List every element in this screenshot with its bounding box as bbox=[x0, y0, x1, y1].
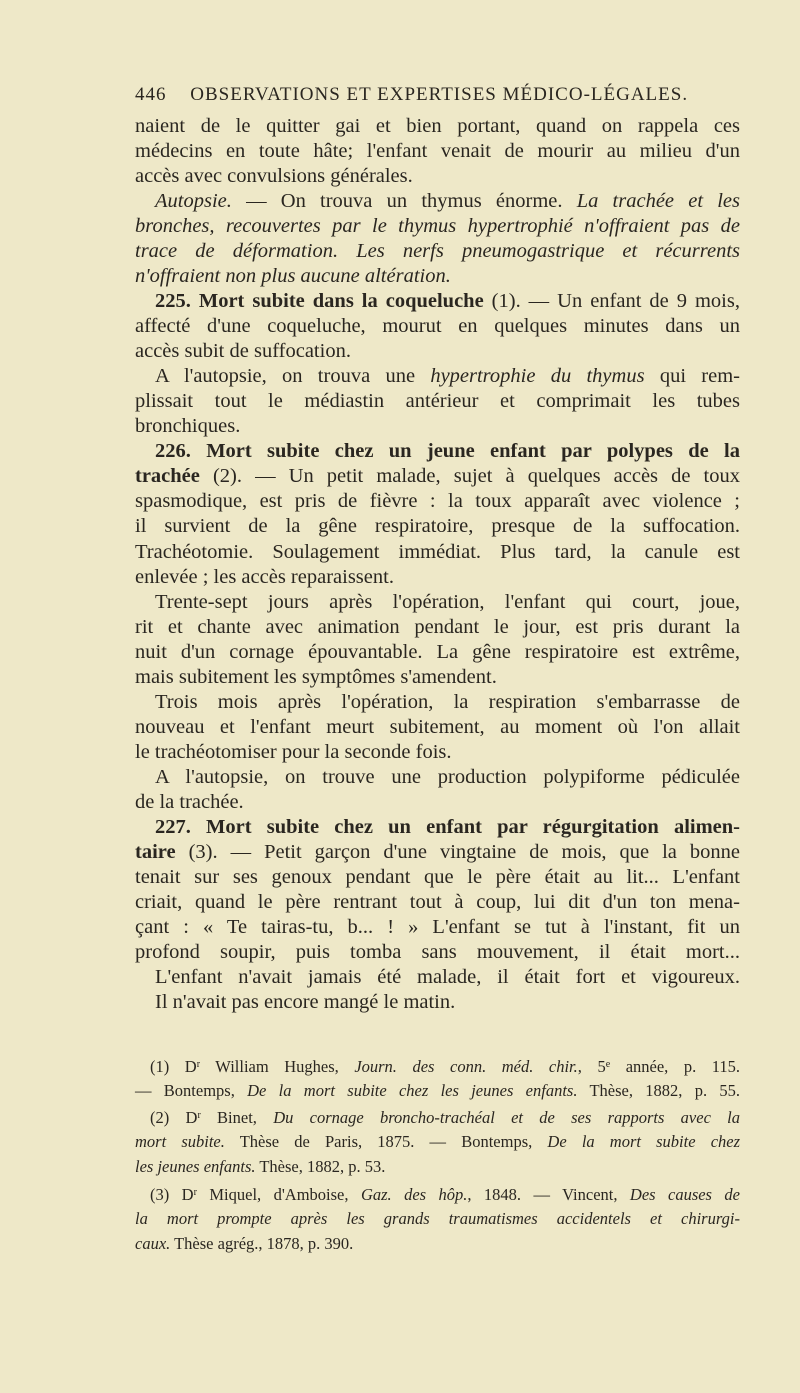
running-header bbox=[135, 84, 740, 106]
text: Il n'avait pas encore mangé le matin. bbox=[155, 991, 456, 1014]
text: enlevée ; les accès reparaissent. bbox=[135, 565, 394, 588]
italic-text: la mort prompte après les grands traumatismes accidentels et chirurgi- bbox=[135, 1208, 740, 1228]
text-line bbox=[155, 690, 740, 714]
italic-text: mort subite. bbox=[135, 1131, 225, 1151]
italic-text: caux. bbox=[135, 1234, 171, 1254]
text: Thèse de Paris, 1875. — Bontemps, bbox=[224, 1131, 548, 1151]
text-line bbox=[135, 640, 740, 664]
superscript: r bbox=[196, 1059, 201, 1070]
text-line bbox=[155, 990, 740, 1014]
text: William Hughes, bbox=[200, 1057, 355, 1076]
text: Trente-sept jours après l'opération, l'enfant qui court, joue, bbox=[155, 590, 740, 613]
text: médecins en toute hâte; l'enfant venait de mourir au milieu d'un bbox=[135, 140, 740, 163]
text: de la trachée. bbox=[135, 790, 244, 813]
text: profond soupir, puis tomba sans mouvement, il était mort... bbox=[135, 940, 740, 963]
text: Miquel, d'Amboise, bbox=[196, 1185, 361, 1204]
footnote-line bbox=[135, 1234, 740, 1254]
text-line bbox=[135, 139, 740, 163]
text: (1). — Un enfant de 9 mois, bbox=[483, 290, 740, 313]
italic-text: les jeunes enfants. bbox=[135, 1157, 256, 1177]
text-line bbox=[135, 565, 740, 589]
text: , 1848. — Vincent, bbox=[467, 1185, 630, 1204]
text: criait, quand le père rentrant tout à coup, lui dit d'un ton mena- bbox=[135, 890, 740, 913]
text-line bbox=[135, 164, 740, 188]
footnote-line bbox=[135, 1132, 740, 1152]
italic-text: De la mort subite chez bbox=[547, 1131, 741, 1151]
text-line bbox=[155, 815, 740, 839]
text: plissait tout le médiastin antérieur et comprimait les tubes bbox=[135, 390, 740, 413]
text-line bbox=[135, 214, 740, 238]
italic-text: hypertrophie du thymus bbox=[430, 365, 645, 388]
italic-text: La trachée et les bbox=[576, 190, 740, 213]
footnote-line bbox=[135, 1157, 740, 1177]
italic-text: n'offraient non plus aucune altération. bbox=[135, 265, 451, 288]
text-line bbox=[135, 940, 740, 964]
text: nouveau et l'enfant meurt subitement, au moment où l'on allait bbox=[135, 715, 740, 738]
footnote-line bbox=[150, 1183, 740, 1203]
text: affecté d'une coqueluche, mourut en quelques minutes dans un bbox=[135, 315, 740, 338]
italic-text: Gaz. des hôp. bbox=[360, 1185, 468, 1204]
italic-text: bronches, recouvertes par le thymus hypertrophié n'offraient pas de bbox=[135, 215, 740, 238]
text: naient de le quitter gai et bien portant, quand on rappela ces bbox=[135, 115, 740, 137]
text-line bbox=[155, 189, 740, 213]
footnote-line bbox=[150, 1055, 740, 1075]
italic-text: Des causes de bbox=[629, 1185, 740, 1204]
text-line bbox=[135, 339, 740, 363]
text: il survient de la gêne respiratoire, presque de la suffocation. bbox=[135, 515, 740, 538]
text-line bbox=[135, 114, 740, 138]
bold-heading: 225. Mort subite dans la coqueluche bbox=[155, 290, 484, 313]
text: — Bontemps, bbox=[135, 1080, 248, 1100]
italic-text: De la mort subite chez les jeunes enfants. bbox=[247, 1080, 578, 1100]
text: le trachéotomiser pour la seconde fois. bbox=[135, 740, 452, 763]
text: année, p. 115. bbox=[610, 1057, 741, 1076]
text-line bbox=[135, 865, 740, 889]
text: mais subitement les symptômes s'amendent. bbox=[135, 665, 497, 688]
text: Trois mois après l'opération, la respiration s'embarrasse de bbox=[155, 690, 740, 713]
text: (3) D bbox=[150, 1185, 194, 1204]
text: L'enfant n'avait jamais été malade, il était fort et vigoureux. bbox=[155, 966, 740, 989]
text-line bbox=[155, 965, 740, 989]
superscript: r bbox=[193, 1187, 197, 1198]
footnote-line bbox=[135, 1081, 740, 1101]
text: Binet, bbox=[200, 1108, 274, 1128]
text-line bbox=[155, 765, 740, 789]
text: (2) D bbox=[150, 1108, 198, 1128]
text: Thèse agrég., 1878, p. 390. bbox=[170, 1234, 354, 1254]
text: (2). — Un petit malade, sujet à quelques accès de toux bbox=[199, 465, 740, 488]
bold-heading: 226. Mort subite chez un jeune enfant par polypes de la bbox=[155, 440, 740, 463]
text: Thèse, 1882, p. 55. bbox=[577, 1080, 741, 1100]
superscript: r bbox=[197, 1110, 201, 1122]
text: , 5 bbox=[577, 1057, 606, 1076]
text: (1) D bbox=[150, 1057, 197, 1076]
text: A l'autopsie, on trouve une production polypiforme pédiculée bbox=[155, 765, 740, 788]
text: nuit d'un cornage épouvantable. La gêne respiratoire est extrême, bbox=[135, 640, 740, 663]
text-line bbox=[135, 790, 740, 814]
text-line bbox=[135, 514, 740, 538]
text-line bbox=[135, 715, 740, 739]
text-line bbox=[135, 540, 740, 564]
text-line bbox=[135, 665, 740, 689]
text-line bbox=[155, 590, 740, 614]
text-line bbox=[135, 915, 740, 939]
text-line bbox=[135, 615, 740, 639]
text-line bbox=[135, 314, 740, 338]
bold-heading: taire bbox=[135, 840, 176, 863]
text-line bbox=[155, 364, 740, 388]
text-line bbox=[135, 489, 740, 513]
text-line bbox=[135, 264, 740, 288]
page-number: 446 bbox=[135, 84, 167, 105]
text-line bbox=[135, 464, 740, 488]
italic-text: Journ. des conn. méd. chir. bbox=[354, 1057, 578, 1076]
text: accès avec convulsions générales. bbox=[135, 165, 413, 188]
italic-text: Du cornage broncho-trachéal et de ses rapports avec la bbox=[273, 1108, 741, 1128]
text-line bbox=[135, 414, 740, 438]
italic-text: Autopsie. bbox=[155, 190, 232, 213]
text: Trachéotomie. Soulagement immédiat. Plus tard, la canule est bbox=[135, 540, 740, 563]
text: qui rem- bbox=[644, 365, 740, 388]
text: çant : « Te tairas-tu, b... ! » L'enfant se tut à l'instant, fit un bbox=[135, 915, 740, 938]
text: accès subit de suffocation. bbox=[135, 340, 351, 363]
text-line bbox=[135, 239, 740, 263]
text: Thèse, 1882, p. 53. bbox=[255, 1157, 386, 1177]
superscript: e bbox=[605, 1059, 611, 1070]
text: rit et chante avec animation pendant le jour, est pris durant la bbox=[135, 615, 740, 638]
text: (3). — Petit garçon d'une vingtaine de mois, que la bonne bbox=[175, 840, 740, 863]
text-line bbox=[155, 289, 740, 313]
text: tenait sur ses genoux pendant que le père était au lit... L'enfant bbox=[135, 865, 740, 888]
italic-text: trace de déformation. Les nerfs pneumogastrique et récurrents bbox=[135, 240, 740, 263]
text-line bbox=[135, 389, 740, 413]
text: — On trouva un thymus énorme. bbox=[231, 190, 577, 213]
text: bronchiques. bbox=[135, 415, 241, 438]
footnote-line bbox=[150, 1106, 740, 1126]
text: A l'autopsie, on trouva une bbox=[155, 365, 431, 388]
text-line bbox=[155, 439, 740, 463]
text-line bbox=[135, 840, 740, 864]
bold-heading: 227. Mort subite chez un enfant par régurgitation alimen- bbox=[155, 815, 740, 838]
running-title: OBSERVATIONS ET EXPERTISES MÉDICO-LÉGALES. bbox=[190, 84, 689, 105]
bold-heading: trachée bbox=[135, 465, 200, 488]
text-line bbox=[135, 890, 740, 914]
text: spasmodique, est pris de fièvre : la toux apparaît avec violence ; bbox=[135, 490, 740, 513]
footnote-line bbox=[135, 1209, 740, 1229]
text-line bbox=[135, 740, 740, 764]
